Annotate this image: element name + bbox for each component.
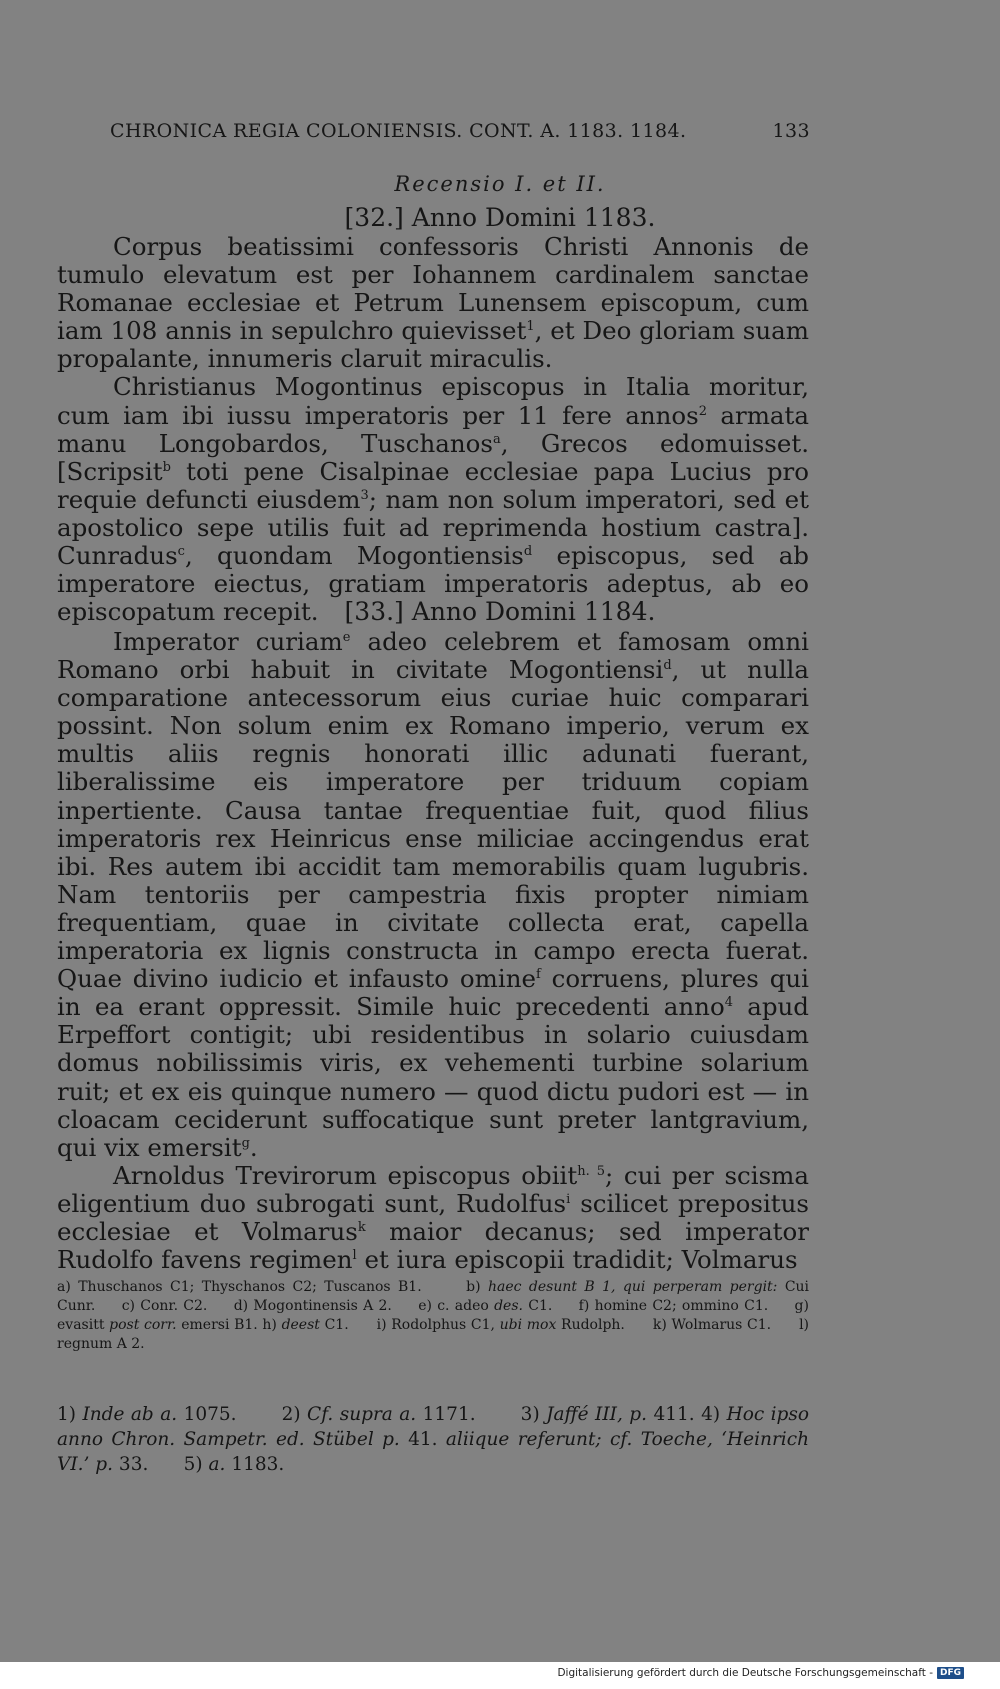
- footnote-1: 1) Inde ab a. 1075.: [57, 1404, 237, 1425]
- paragraph-annonis: Corpus beatissimi confessoris Christi Annonis de tumulo elevatum est per Iohannem cardinalem sanctae Romanae ecclesiae et Petrum Lunensem episcopum, cum iam 108 annis in sepulchro quievisset$^1$, et Deo gloriam suam propalante, innumeris claruit miraculis.: [57, 232, 809, 374]
- variant-ref: l: [352, 1248, 357, 1264]
- apparatus-e: e) c. adeo des. C1.: [418, 1298, 553, 1314]
- paragraph-arnoldus: Arnoldus Trevirorum episcopus obiit$^{h. 5}$; cui per scisma eligentium duo subrogati sunt, Rudolfus$^i$ scilicet prepositus ecclesiae et Volmarus$^k$ maior decanus; sed imperator Rudolfo favens regimen$^l$ et iura episcopii tradidit; Volmarus: [57, 1160, 809, 1275]
- text-block-1184: [57, 628, 809, 1274]
- variant-ref: b: [162, 459, 171, 475]
- footnote-3: 3) Jaffé III, p. 411.: [520, 1404, 695, 1425]
- variant-ref: g: [241, 1135, 250, 1151]
- variant-ref: h. 5: [577, 1163, 606, 1179]
- digitization-credit: [557, 1667, 964, 1679]
- running-title: CHRONICA REGIA COLONIENSIS. CONT. A. 1183. 1184.: [110, 120, 687, 142]
- apparatus-h: h) deest C1.: [262, 1317, 349, 1333]
- footnote-5: 5) a. 1183.: [183, 1454, 285, 1475]
- running-header: [110, 115, 810, 147]
- recension-heading: Recensio I. et II.: [394, 172, 606, 196]
- critical-apparatus: [57, 1278, 809, 1354]
- footnote-ref: 2: [698, 403, 708, 419]
- apparatus-k: k) Wolmarus C1.: [652, 1317, 772, 1333]
- apparatus-l: l) regnum A 2.: [57, 1317, 810, 1352]
- page-number: 133: [772, 120, 810, 142]
- footnotes: [57, 1402, 809, 1477]
- apparatus-b: b) haec desunt B 1, qui perperam pergit: Cui Cunr.: [57, 1279, 810, 1314]
- variant-ref: k: [357, 1219, 366, 1235]
- apparatus-a: a) Thuschanos C1; Thyschanos C2; Tuscanos B1.: [57, 1279, 422, 1295]
- credit-text: Digitalisierung gefördert durch die Deutsche Forschungsgemeinschaft -: [557, 1667, 933, 1679]
- footnote-2: 2) Cf. supra a. 1171.: [281, 1404, 476, 1425]
- variant-ref: e: [342, 630, 351, 645]
- footnote-ref: 3: [360, 487, 369, 503]
- dfg-logo: DFG: [937, 1667, 964, 1679]
- variant-ref: c: [177, 544, 185, 560]
- text-block-1183: [57, 233, 809, 626]
- section-heading-33: [33.] Anno Domini 1184.: [344, 597, 656, 626]
- variant-ref: a: [492, 431, 501, 447]
- paragraph-christianus: Christianus Mogontinus episcopus in Italia moritur, cum iam ibi iussu imperatoris per 11 fere annos$^2$ armata manu Longobardos, Tuschanos$^a$, Grecos edomuisset. [Scripsit$^b$ toti pene Cisalpinae ecclesiae papa Lucius pro requie defuncti eiusdem$^3$; nam non solum imperatori, sed et apostolico sepe utilis fuit ad reprimenda hostium castra]. Cunradus$^c$, quondam Mogontiensis$^d$ episcopus, sed ab imperatore eiectus, gratiam imperatoris adeptus, ab eo episcopatum recepit.: [57, 372, 810, 627]
- variant-ref: i: [566, 1191, 571, 1207]
- paragraph-curia: Imperator curiam$^e$ adeo celebrem et famosam omni Romano orbi habuit in civitate Mogontiensi$^d$, ut nulla comparatione antecessorum eius curiae huic comparari possint. Non solum enim ex Romano imperio, verum ex multis aliis regnis honorati illic adunati fuerant, liberalissime eis imperatore per triduum copiam inpertiente. Causa tantae frequentiae fuit, quod filius imperatoris rex Heinricus ense miliciae accingendus erat ibi. Res autem ibi accidit tam memorabilis quam lugubris. Nam tentoriis per campestria fixis propter nimiam frequentiam, quae in civitate collecta erat, capella imperatoria ex lignis constructa in campo erecta fuerat. Quae divino iudicio et infausto omine$^f$ corruens, plures qui in ea erant oppressit. Simile huic precedenti anno$^4$ apud Erpeffort contigit; ubi residentibus in solario cuiusdam domus nobilissimis viris, ex vehementi turbine solarium ruit; et ex eis quinque numero — quod dictu pudori est — in cloacam ceciderunt suffocatique sunt preter lantgravium, qui vix emersit$^g$.: [57, 627, 810, 1162]
- variant-ref: f: [535, 967, 541, 983]
- footnote-4: 4) Hoc ipso anno Chron. Sampetr. ed. Stübel p. 41. aliique referunt; cf. Toeche, ‘Heinrich VI.’ p. 33.: [57, 1404, 810, 1475]
- apparatus-d: d) Mogontinensis A 2.: [233, 1298, 392, 1314]
- apparatus-g: g) evasitt post corr. emersi B1.: [57, 1298, 809, 1333]
- footnote-ref: 1: [526, 319, 535, 335]
- variant-ref: d: [663, 658, 672, 674]
- apparatus-i: i) Rodolphus C1, ubi mox Rudolph.: [376, 1317, 625, 1333]
- variant-ref: d: [523, 544, 533, 560]
- apparatus-c: c) Conr. C2.: [121, 1298, 208, 1314]
- footnote-ref: 4: [724, 995, 733, 1011]
- section-heading-32: [32.] Anno Domini 1183.: [344, 203, 656, 232]
- apparatus-f: f) homine C2; ommino C1.: [578, 1298, 769, 1314]
